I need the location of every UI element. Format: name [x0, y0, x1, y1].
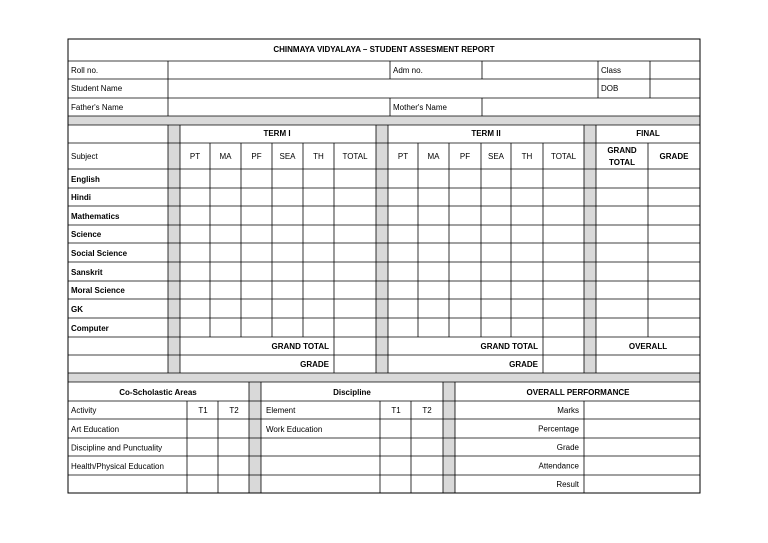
subject-name: English [71, 175, 100, 184]
term2-col-pf: PF [459, 152, 471, 161]
report-title: CHINMAYA VIDYALAYA – STUDENT ASSESMENT REPORT [273, 45, 495, 54]
subject-name: Sanskrit [71, 268, 103, 277]
term2-grade-label: GRADE [509, 360, 538, 369]
roll-no-label: Roll no. [71, 66, 99, 75]
co-t2-header: T2 [229, 406, 239, 415]
term2-grand-total-label: GRAND TOTAL [480, 342, 538, 351]
co-scholastic-item: Health/Physical Education [71, 462, 164, 471]
subject-name: Computer [71, 324, 109, 333]
class-label: Class [601, 66, 622, 75]
co-scholastic-title: Co-Scholastic Areas [119, 388, 197, 397]
term1-col-total: TOTAL [342, 152, 368, 161]
subject-list [71, 175, 128, 333]
co-t1-header: T1 [198, 406, 208, 415]
discipline-title: Discipline [333, 388, 371, 397]
term1-columns [190, 152, 368, 161]
separator-strip [68, 373, 700, 382]
overall-performance-title: OVERALL PERFORMANCE [526, 388, 630, 397]
co-scholastic-item: Art Education [71, 425, 120, 434]
term1-col-sea: SEA [279, 152, 296, 161]
co-scholastic-list [71, 425, 164, 471]
activity-header: Activity [71, 406, 97, 415]
separator-strip [249, 382, 261, 493]
separator-strip [376, 125, 388, 373]
term2-columns [398, 152, 577, 161]
term2-header: TERM II [471, 129, 501, 138]
term2-col-th: TH [521, 152, 533, 161]
grand-total-header-line2: TOTAL [609, 158, 635, 167]
subject-name: Moral Science [71, 286, 125, 295]
overall-label: OVERALL [628, 342, 668, 351]
term1-col-ma: MA [219, 152, 232, 161]
fathers-name-label: Father's Name [71, 103, 124, 112]
disc-t1-header: T1 [391, 406, 401, 415]
final-grade-header: GRADE [659, 152, 689, 161]
term1-header: TERM I [263, 129, 291, 138]
subject-name: Mathematics [71, 212, 120, 221]
performance-item: Marks [557, 406, 579, 415]
term2-col-total: TOTAL [550, 152, 577, 161]
term2-col-ma: MA [427, 152, 440, 161]
subject-name: Science [71, 230, 102, 239]
separator-strip [443, 382, 455, 493]
performance-item: Percentage [538, 424, 579, 434]
performance-item: Result [556, 480, 579, 489]
discipline-list [266, 425, 322, 434]
subject-name: Hindi [71, 193, 91, 202]
discipline-item: Work Education [266, 425, 323, 434]
term1-col-pf: PF [251, 152, 262, 161]
term1-grand-total-label: GRAND TOTAL [271, 342, 329, 351]
dob-label: DOB [601, 84, 619, 93]
subject-header: Subject [71, 152, 98, 161]
student-name-label: Student Name [71, 84, 123, 93]
term1-grade-label: GRADE [300, 360, 329, 369]
term2-col-pt: PT [397, 152, 409, 161]
subject-name: GK [71, 305, 83, 314]
final-header: FINAL [636, 129, 660, 138]
performance-item: Grade [556, 443, 579, 452]
adm-no-label: Adm no. [393, 66, 423, 75]
element-header: Element [266, 406, 296, 415]
separator-strip [168, 125, 180, 373]
separator-strip [68, 116, 700, 125]
grand-total-header-line1: GRAND [607, 146, 637, 155]
performance-item: Attendance [538, 461, 579, 471]
disc-t2-header: T2 [422, 406, 432, 415]
term1-col-th: TH [313, 152, 324, 161]
co-scholastic-item: Discipline and Punctuality [71, 443, 163, 453]
separator-strip [584, 125, 596, 373]
subject-name: Social Science [71, 249, 128, 258]
term1-col-pt: PT [189, 152, 201, 161]
overall-performance-list [538, 406, 580, 489]
mothers-name-label: Mother's Name [393, 103, 447, 112]
term2-col-sea: SEA [487, 152, 505, 161]
